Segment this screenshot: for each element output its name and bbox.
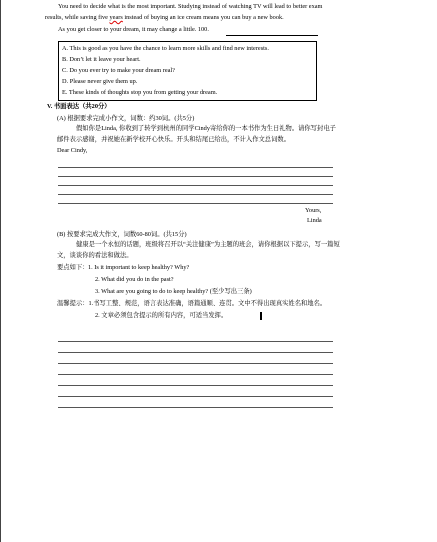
key-point-3: 3. What are you going to do to keep healthy? (至少写出三条)	[95, 288, 252, 295]
part-b-prompt-2: 文，谈谈你的看法和做法。	[57, 252, 133, 259]
email-signature: Linda	[307, 217, 322, 224]
key-point-2: 2. What did you do in the past?	[95, 276, 174, 283]
email-closing: Yours,	[305, 207, 322, 214]
option-d: D. Please never give them up.	[62, 78, 138, 85]
intro-line-1: You need to decide what is the most important. Studying instead of watching TV will lead to better exam	[58, 3, 323, 10]
writing-line[interactable]	[58, 203, 333, 204]
email-greeting: Dear Cindy,	[57, 147, 88, 154]
intro-line-3: As you get closer to your dream, it may change a little. 100.	[58, 26, 209, 33]
part-a-prompt-1: 假如你是Linda, 你收到了转学到杭州的同学Cindy寄给你的一本书作为生日礼物。请你写封电子	[76, 125, 336, 132]
part-b-instruction: (B) 按要求完成大作文，词数60-80词。(共15分)	[57, 231, 187, 238]
option-b: B. Don’t let it leave your heart.	[62, 56, 141, 63]
intro-line-2: results, while saving five years instead of buying an ice cream means you can buy a new book.	[45, 14, 284, 21]
writing-line[interactable]	[58, 352, 333, 353]
part-b-prompt-1: 健康是一个永恒的话题，班级将召开以“关注健康”为主题的班会，请你根据以下提示，写一篇短	[76, 241, 340, 248]
writing-line[interactable]	[58, 167, 333, 168]
key-points-label: 要点如下：	[57, 264, 89, 271]
option-c: C. Do you ever try to make your dream real?	[62, 67, 175, 74]
writing-line[interactable]	[58, 185, 333, 186]
options-box	[58, 41, 317, 101]
writing-line[interactable]	[58, 407, 333, 408]
answer-blank-underline	[226, 35, 318, 36]
option-e: E. These kinds of thoughts stop you from getting your dream.	[62, 89, 218, 96]
part-a-prompt-2: 邮件表示感谢，并祝她在新学校开心快乐。开头和结尾已给出，不计入作文总词数。	[57, 136, 290, 143]
writing-line[interactable]	[58, 385, 333, 386]
writing-line[interactable]	[58, 176, 333, 177]
section-v-heading: V. 书面表达（共20分）	[47, 103, 111, 110]
part-a-instruction: (A) 根据要求完成小作文，词数：约30词。(共5分)	[57, 115, 195, 122]
writing-line[interactable]	[58, 341, 333, 342]
writing-line[interactable]	[58, 374, 333, 375]
misspelled-word: years	[109, 14, 123, 21]
key-point-1: 1. Is it important to keep healthy? Why?	[88, 264, 190, 271]
tips-line-1: 温馨提示：1.书写工整、规范，语言表达准确，语篇通顺、连贯。文中不得出现真实姓名和地名。	[57, 300, 327, 307]
option-a: A. This is good as you have the chance to learn more skills and find new interests.	[62, 45, 269, 52]
tips-line-2: 2. 文章必须包含提示的所有内容，可适当发挥。	[95, 312, 228, 319]
writing-line[interactable]	[58, 396, 333, 397]
writing-line[interactable]	[58, 194, 333, 195]
text-cursor	[260, 312, 262, 320]
writing-line[interactable]	[58, 363, 333, 364]
